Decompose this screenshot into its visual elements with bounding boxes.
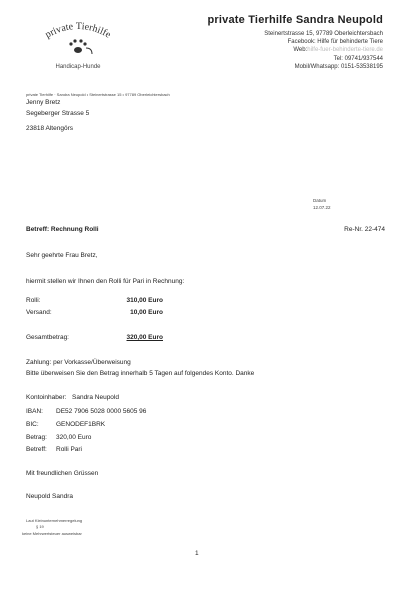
company-address: Steinertstrasse 15, 97789 Oberleichtersbach: [264, 31, 383, 37]
svg-text:Handicap-Hunde: Handicap-Hunde: [55, 64, 101, 70]
web-link[interactable]: hilfe-fuer-behinderte-tiere.de: [307, 47, 383, 53]
web-label: Web:: [293, 47, 308, 53]
bank-label: Betreff:: [26, 446, 47, 453]
invoice-number: Re-Nr. 22-474: [344, 226, 385, 233]
company-tel: Tel: 09741/937544: [333, 56, 383, 62]
total-amount: 320,00 Euro: [126, 334, 163, 341]
bank-label: Kontoinhaber:: [26, 394, 67, 401]
bank-value: Sandra Neupold: [72, 394, 119, 401]
payment-method: Zahlung: per Vorkasse/Überweisung: [26, 359, 131, 366]
footnote-line2: § 19: [36, 524, 44, 529]
recipient-street: Segeberger Strasse 5: [26, 110, 90, 117]
intro-text: hiermit stellen wir Ihnen den Rolli für Pari in Rechnung:: [26, 278, 185, 285]
company-facebook: Facebook: Hilfe für behinderte Tiere: [287, 39, 383, 45]
signature: Neupold Sandra: [26, 493, 73, 500]
footnote-line3: keine Mehrwertsteuer ausweisbar: [22, 531, 82, 536]
payment-instruction: Bitte überweisen Sie den Betrag innerhalb 5 Tagen auf folgendes Konto. Danke: [26, 370, 255, 377]
paw-icon: [69, 39, 92, 54]
recipient-city: 23818 Altengörs: [26, 125, 73, 132]
item-label: Rolli:: [26, 297, 41, 304]
closing: Mit freundlichen Grüssen: [26, 470, 99, 477]
bank-value: 320,00 Euro: [56, 434, 92, 441]
item-amount: 10,00 Euro: [130, 309, 163, 316]
logo-arc-text: private Tierhilfe: [43, 20, 113, 41]
bank-value: GENODEF1BRK: [56, 421, 106, 428]
company-web: [293, 47, 383, 53]
date-value: 12.07.22: [313, 205, 331, 210]
bank-label: Betrag:: [26, 434, 47, 441]
total-label: Gesamtbetrag:: [26, 334, 69, 341]
item-amount: 310,00 Euro: [126, 297, 163, 304]
company-title: private Tierhilfe Sandra Neupold: [207, 14, 383, 26]
date-label: Datum: [313, 198, 327, 203]
paw-logo: [28, 10, 128, 72]
footnote-line1: Laut Kleinunternehmerregelung: [26, 518, 83, 523]
bank-label: IBAN:: [26, 408, 43, 415]
bank-label: BIC:: [26, 421, 39, 428]
page-number: 1: [195, 550, 199, 557]
bank-value: DE52 7906 5028 0000 5605 96: [56, 408, 147, 415]
bank-value: Rolli Pari: [56, 446, 83, 453]
salutation: Sehr geehrte Frau Bretz,: [26, 252, 98, 259]
item-label: Versand:: [26, 309, 52, 316]
recipient-name: Jenny Bretz: [26, 99, 61, 106]
sender-line: private Tierhilfe · Sandra Neupold • Steinertstrasse 15 • 97789 Oberleichtersbach: [26, 92, 170, 97]
subject-line: Betreff: Rechnung Rolli: [26, 226, 99, 233]
company-mobile: Mobil/Whatsapp: 0151-53538195: [294, 64, 383, 70]
